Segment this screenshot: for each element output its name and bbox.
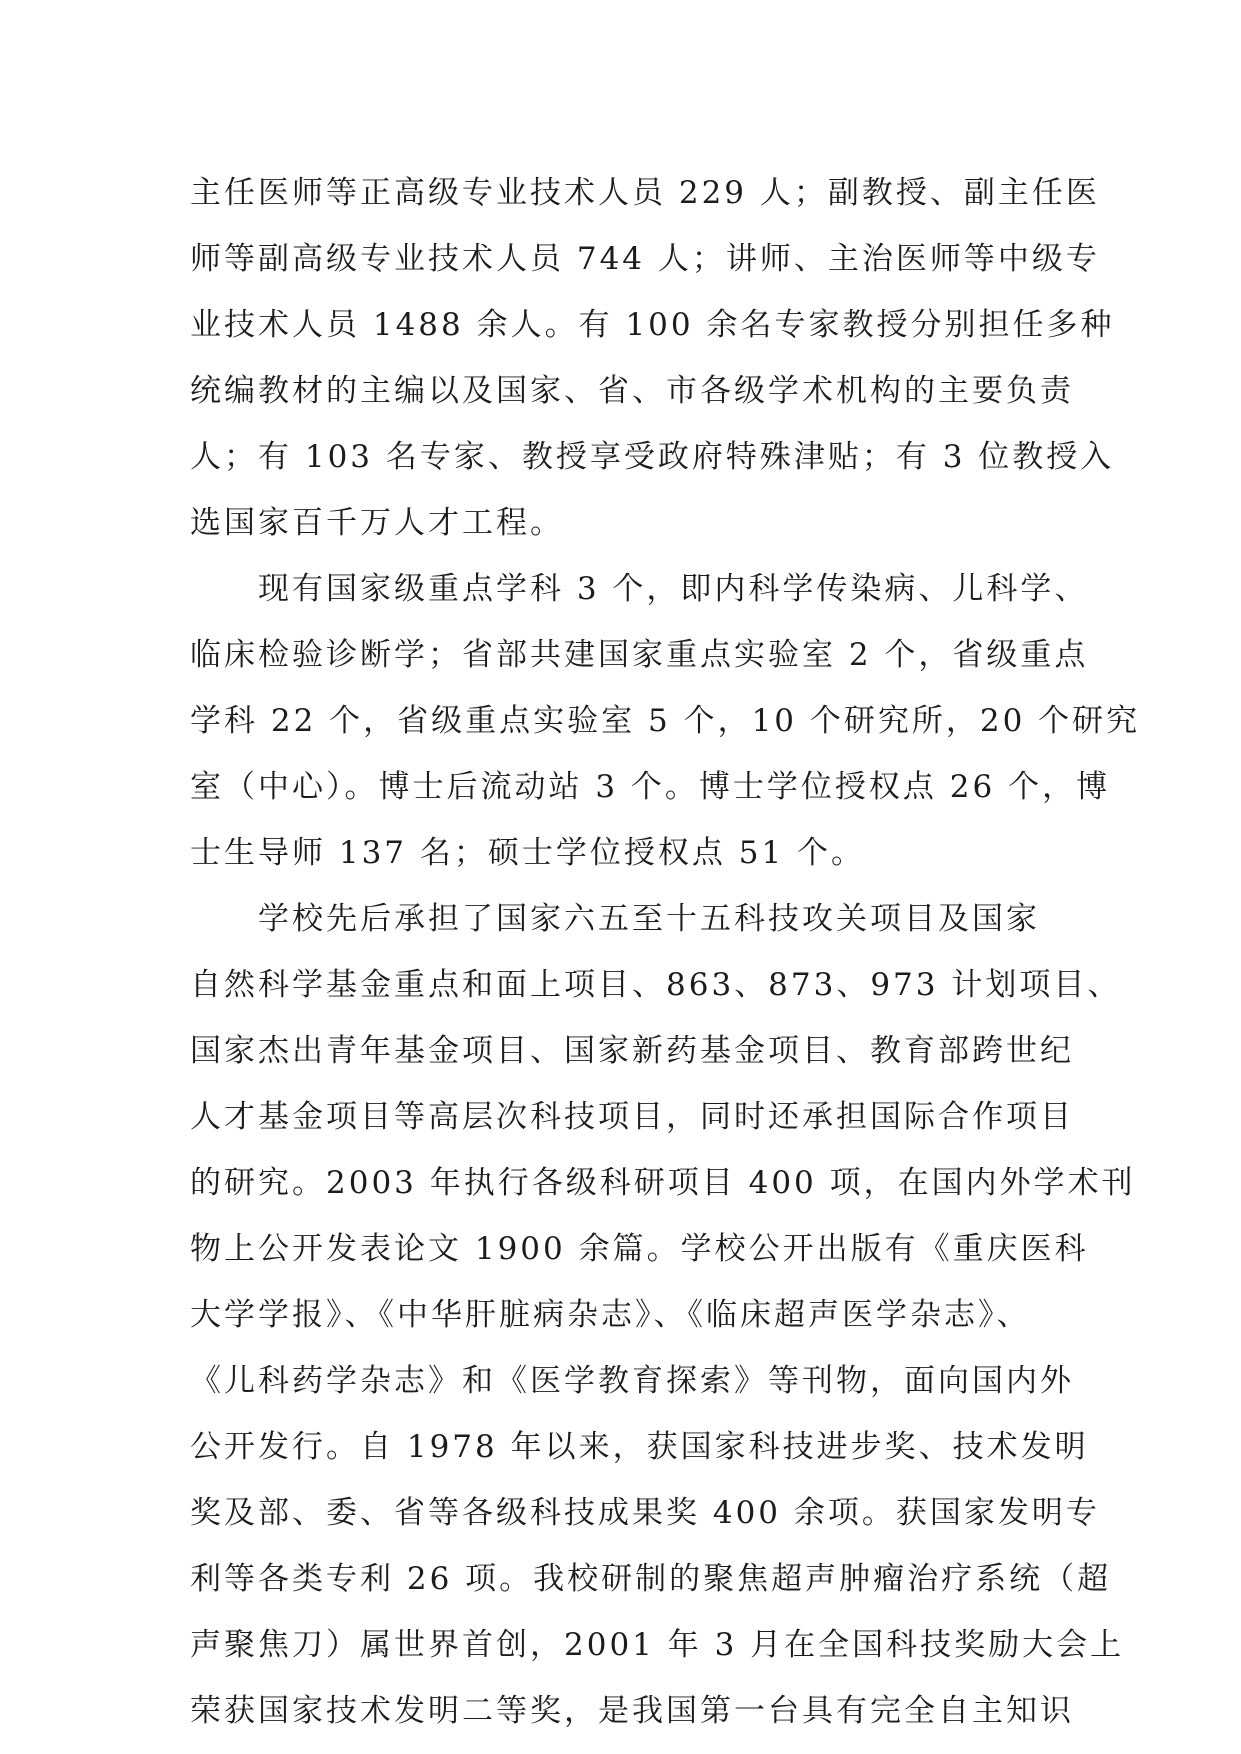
text-line: 临床检验诊断学；省部共建国家重点实验室 2 个，省级重点 (190, 637, 1089, 673)
text-line: 人才基金项目等高层次科技项目，同时还承担国际合作项目 (190, 1099, 1074, 1135)
text-line: 现有国家级重点学科 3 个，即内科学传染病、儿科学、 (258, 571, 1089, 607)
text-line: 选国家百千万人才工程。 (190, 505, 564, 541)
text-line: 室（中心）。博士后流动站 3 个。博士学位授权点 26 个，博 (190, 769, 1111, 805)
text-line: 利等各类专利 26 项。我校研制的聚焦超声肿瘤治疗系统（超 (190, 1561, 1112, 1597)
text-line: 学校先后承担了国家六五至十五科技攻关项目及国家 (258, 901, 1040, 937)
text-line: 公开发行。自 1978 年以来，获国家科技进步奖、技术发明 (190, 1429, 1089, 1465)
text-line: 荣获国家技术发明二等奖，是我国第一台具有完全自主知识 (190, 1693, 1074, 1729)
text-line: 人；有 103 名专家、教授享受政府特殊津贴；有 3 位教授入 (190, 439, 1115, 475)
text-line: 物上公开发表论文 1900 余篇。学校公开出版有《重庆医科 (190, 1231, 1089, 1267)
text-line: 自然科学基金重点和面上项目、863、873、973 计划项目、 (190, 967, 1122, 1003)
text-line: 士生导师 137 名；硕士学位授权点 51 个。 (190, 835, 866, 871)
text-line: 业技术人员 1488 余人。有 100 余名专家教授分别担任多种 (190, 307, 1115, 343)
text-line: 声聚焦刀）属世界首创，2001 年 3 月在全国科技奖励大会上 (190, 1627, 1125, 1663)
text-line: 奖及部、委、省等各级科技成果奖 400 余项。获国家发明专 (190, 1495, 1100, 1531)
text-line: 师等副高级专业技术人员 744 人；讲师、主治医师等中级专 (190, 241, 1100, 277)
document-body (190, 160, 1141, 1744)
text-line: 统编教材的主编以及国家、省、市各级学术机构的主要负责 (190, 373, 1074, 409)
text-line: 学科 22 个，省级重点实验室 5 个，10 个研究所，20 个研究 (190, 703, 1141, 739)
text-line: 主任医师等正高级专业技术人员 229 人；副教授、副主任医 (190, 175, 1100, 211)
text-line: 《儿科药学杂志》和《医学教育探索》等刊物，面向国内外 (190, 1363, 1074, 1399)
text-line: 国家杰出青年基金项目、国家新药基金项目、教育部跨世纪 (190, 1033, 1074, 1069)
text-line: 大学学报》、《中华肝脏病杂志》、《临床超声医学杂志》、 (190, 1297, 1031, 1333)
text-line: 的研究。2003 年执行各级科研项目 400 项，在国内外学术刊 (190, 1165, 1136, 1201)
